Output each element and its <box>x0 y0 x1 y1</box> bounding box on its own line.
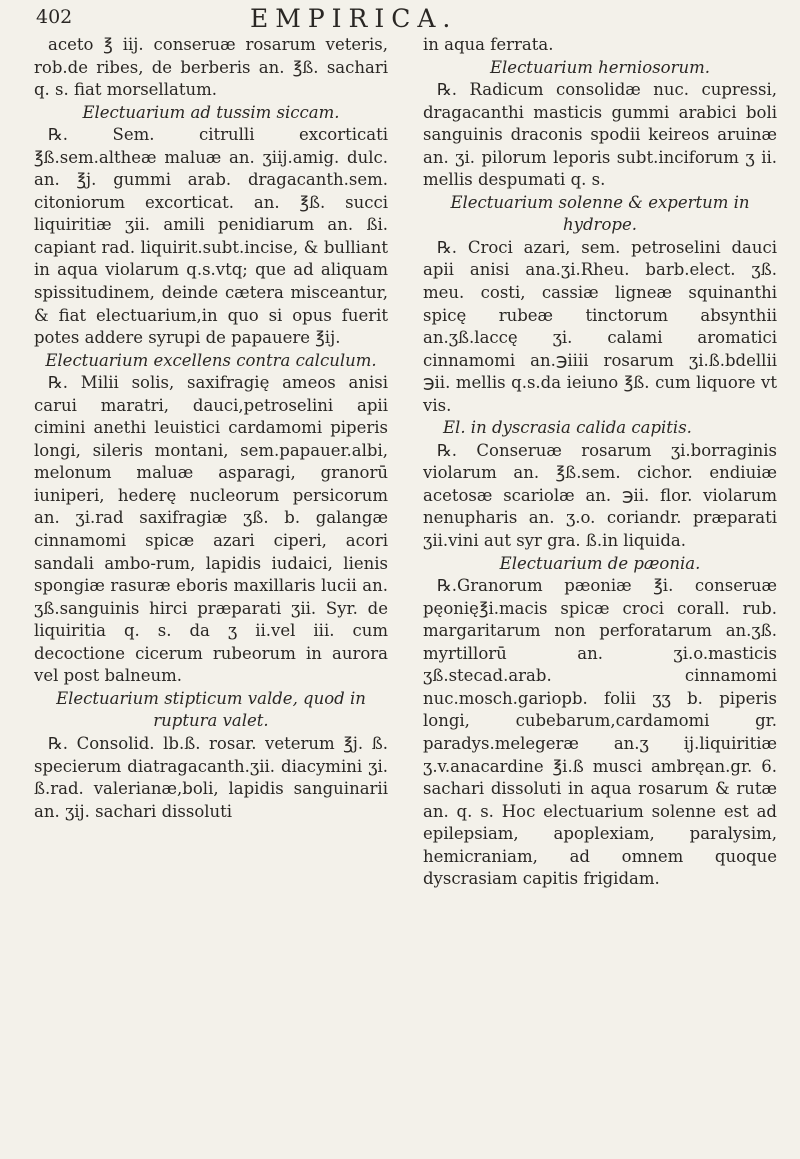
page-header <box>34 4 774 34</box>
recipe-paragraph: ℞. Conseruæ rosarum ʒi.borraginis violarum an. ℥ß.sem. cichor. endiuiæ acetosæ scariolæ an. ℈ii. flor. violarum nenupharis an. ʒ.o. coriandr. præparati ʒii.vini aut syr gra. ß.in liquida. <box>423 440 777 551</box>
recipe-title: Electuarium herniosorum. <box>489 57 711 77</box>
recipe-paragraph: ℞.Granorum pæoniæ ℥i. conseruæ pęonię℥i.macis spicæ croci corall. rub. margaritarum non perforatarum an.ʒß. myrtillorū an. ʒi.o.masticis ʒß.stecad.arab. cinnamomi nuc.mosch.gariopb. folii ʒʒ b. piperis longi, cubebarum,cardamomi gr. paradys.melegeræ an.ʒ ij.liquiritiæ ʒ.v.anacardine ℥i.ß musci ambręan.gr. 6. sachari dissoluti in aqua rosarum & rutæ an. q. s. Hoc electuarium solenne est ad epilepsiam, apoplexiam, paralysim, hemicraniam, ad omnem quoque dyscrasiam capitis frigidam. <box>423 576 777 889</box>
paragraph: aceto ℥ iij. conseruæ rosarum veteris, rob.de ribes, de berberis an. ℥ß. sachari q. s. fiat morsellatum. <box>34 35 388 100</box>
recipe-title: Electuarium stipticum valde, quod in ruptura valet. <box>56 688 366 731</box>
recipe-title: El. in dyscrasia calida capitis. <box>443 418 692 438</box>
recipe-paragraph: ℞. Milii solis, saxifragię ameos anisi carui maratri, dauci,petroselini apii cimini anethi leuistici cardamomi piperis longi, sileris montani, sem.papauer.albi, melonum maluæ asparagi, granorū iuniperi, hederę nucleorum persicorum an. ʒi.rad saxifragiæ ʒß. b. galangæ cinnamomi spicæ azari ciperi, acori sandali ambo-rum, lapidis iudaici, lienis spongiæ rasuræ eboris maxillaris lucii an. ʒß.sanguinis hirci præparati ʒii. Syr. de liquiritia q. s. da ʒ ii.vel iii. cum decoctione cicerum rubeorum in aurora vel post balneum. <box>34 373 388 686</box>
recipe-paragraph: ℞. Sem. citrulli excorticati ℥ß.sem.altheæ maluæ an. ʒiij.amig. dulc. an. ℥j. gummi arab. dragacanth.sem. citoniorum excorticat. an. ℥ß. succi liquiritiæ ʒii. amili penidiarum an. ßi. capiant rad. liquirit.subt.incise, & bulliant in aqua violarum q.s.vtq; que ad aliquam spissitudinem, deinde cætera misceantur, & fiat electuarium,in quo si opus fuerit potes addere syrupi de papauere ℥ij. <box>34 125 388 348</box>
right-column <box>423 34 777 891</box>
left-column <box>34 34 388 823</box>
recipe-title: Electuarium ad tussim siccam. <box>82 102 340 122</box>
recipe-paragraph: ℞. Croci azari, sem. petroselini dauci apii anisi ana.ʒi.Rheu. barb.elect. ʒß. meu. costi, cassiæ ligneæ squinanthi spicę rubeæ tinctorum absynthii an.ʒß.laccę ʒi. calami aromatici cinnamomi an.℈iiii rosarum ʒi.ß.bdellii ℈ii. mellis q.s.da ieiuno ℥ß. cum liquore vt vis. <box>423 237 777 415</box>
page-number: 402 <box>36 6 73 28</box>
recipe-title: Electuarium solenne & expertum in hydrope. <box>450 192 750 235</box>
recipe-paragraph: ℞. Radicum consolidæ nuc. cupressi, dragacanthi masticis gummi arabici boli sanguinis draconis spodii keireos aruinæ an. ʒi. pilorum leporis subt.inciforum ʒ ii. mellis despumati q. s. <box>423 80 777 190</box>
recipe-title: Electuarium excellens contra calculum. <box>45 350 377 370</box>
recipe-paragraph: ℞. Consolid. lb.ß. rosar. veterum ℥j. ß. specierum diatragacanth.ʒii. diacymini ʒi. ß.rad. valerianæ,boli, lapidis sanguinarii an. ʒij. sachari dissoluti <box>34 733 388 821</box>
paragraph: in aqua ferrata. <box>423 35 554 54</box>
running-head: EMPIRICA. <box>250 4 458 33</box>
recipe-title: Electuarium de pæonia. <box>499 553 701 573</box>
